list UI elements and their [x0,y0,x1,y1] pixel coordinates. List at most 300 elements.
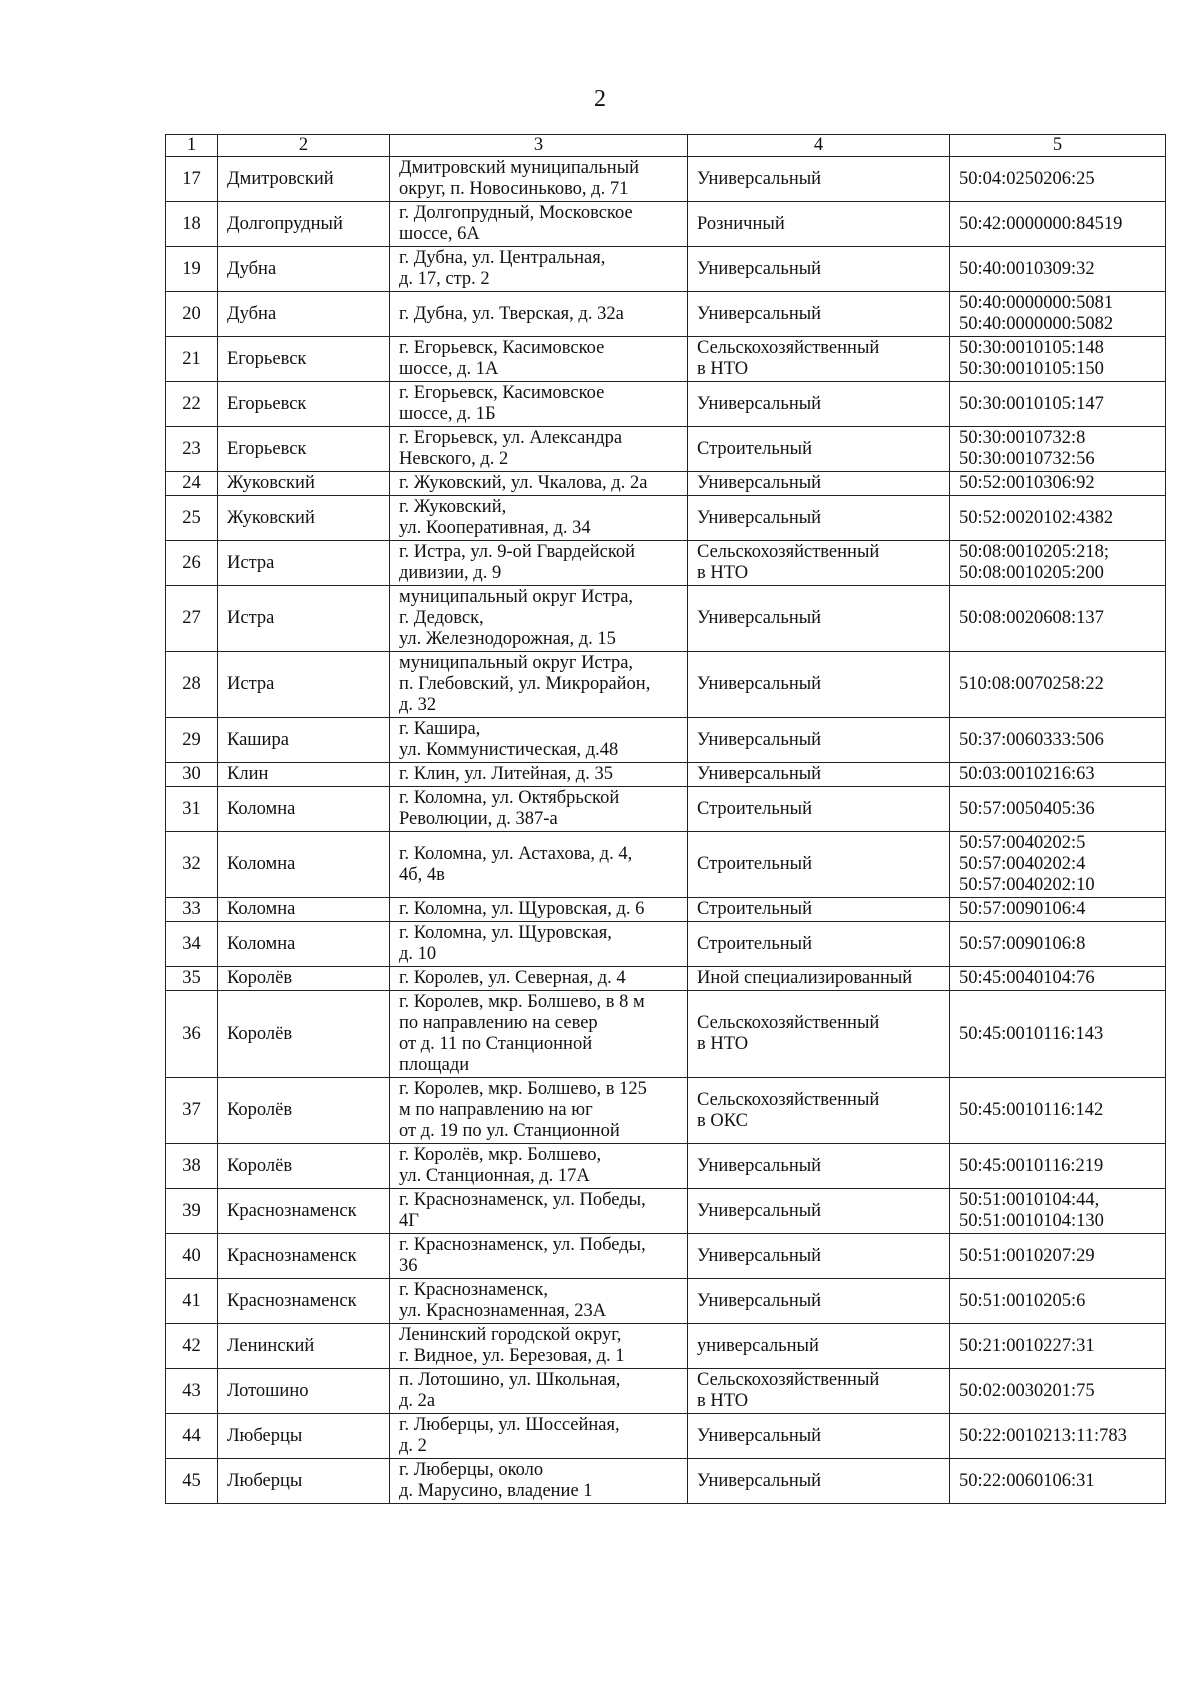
table-row [166,292,1166,337]
cadastral-number-line: 50:45:0010116:143 [959,1023,1104,1044]
address-line: г. Коломна, ул. Астахова, д. 4, [399,843,633,864]
market-type-cell [688,1078,950,1144]
address-cell [390,991,688,1078]
address-line: г. Краснознаменск, ул. Победы, [399,1235,646,1255]
row-number-cell: 38 [166,1144,218,1189]
row-number-cell: 26 [166,541,218,586]
municipality-cell: Краснознаменск [218,1189,390,1234]
cadastral-number-line: 50:42:0000000:84519 [959,213,1123,234]
address-line: г. Егорьевск, Касимовское [399,383,605,403]
table-row [166,1279,1166,1324]
market-type-cell [688,832,950,898]
address-line: д. 10 [399,944,437,964]
municipality-cell: Коломна [218,898,390,922]
cadastral-number-cell [950,292,1166,337]
address-cell [390,337,688,382]
market-type-line: Универсальный [697,1290,822,1311]
market-type-cell [688,1369,950,1414]
cadastral-number-cell [950,1144,1166,1189]
market-type-line: Универсальный [697,303,822,324]
address-cell [390,472,688,496]
market-type-cell [688,787,950,832]
address-cell [390,967,688,991]
table-row [166,1234,1166,1279]
cadastral-number-cell [950,1459,1166,1504]
municipality-cell: Дубна [218,247,390,292]
municipality-cell: Истра [218,652,390,718]
address-line: г. Жуковский, [399,497,507,517]
table-row [166,1459,1166,1504]
address-line: г. Дубна, ул. Тверская, д. 32а [399,303,624,324]
cadastral-number-cell [950,541,1166,586]
row-number-cell: 30 [166,763,218,787]
address-line: ул. Железнодорожная, д. 15 [399,629,616,649]
table-row [166,247,1166,292]
table-row [166,541,1166,586]
market-type-cell [688,898,950,922]
cadastral-number-cell [950,202,1166,247]
cadastral-number-line: 50:08:0010205:200 [959,563,1104,583]
market-type-line: Строительный [697,854,813,874]
address-cell [390,1369,688,1414]
markets-table [165,134,1166,1504]
table-row [166,1369,1166,1414]
market-type-cell [688,427,950,472]
market-type-cell [688,541,950,586]
table-row [166,202,1166,247]
cadastral-number-line: 50:51:0010104:44, [959,1190,1100,1210]
market-type-cell [688,202,950,247]
cadastral-number-cell [950,787,1166,832]
market-type-cell [688,472,950,496]
market-type-cell [688,1234,950,1279]
address-line: округ, п. Новосиньково, д. 71 [399,179,629,199]
address-cell [390,1144,688,1189]
market-type-line: Строительный [697,899,813,919]
address-line: п. Глебовский, ул. Микрорайон, [399,674,651,694]
address-cell [390,1324,688,1369]
table-row [166,1189,1166,1234]
market-type-line: Универсальный [697,674,822,694]
market-type-line: Универсальный [697,1470,822,1491]
address-line: от д. 11 по Станционной [399,1034,593,1054]
market-type-cell [688,652,950,718]
cadastral-number-line: 50:40:0000000:5081 [959,293,1114,313]
address-line: 4б, 4в [399,864,445,885]
address-cell [390,202,688,247]
cadastral-number-cell [950,1189,1166,1234]
cadastral-number-cell [950,1369,1166,1414]
municipality-cell: Егорьевск [218,382,390,427]
market-type-line: Универсальный [697,1200,822,1221]
row-number-cell: 28 [166,652,218,718]
row-number-cell: 19 [166,247,218,292]
row-number-cell: 20 [166,292,218,337]
row-number-cell: 25 [166,496,218,541]
market-type-line: Универсальный [697,1155,822,1176]
address-line: дивизии, д. 9 [399,563,502,583]
market-type-cell [688,292,950,337]
municipality-cell: Клин [218,763,390,787]
address-line: по направлению на север [399,1013,598,1033]
address-cell [390,718,688,763]
cadastral-number-cell [950,1279,1166,1324]
table-row [166,586,1166,652]
municipality-cell: Ленинский [218,1324,390,1369]
cadastral-number-line: 50:30:0010105:148 [959,338,1104,358]
address-line: д. 2а [399,1391,436,1411]
address-cell [390,427,688,472]
market-type-line: Универсальный [697,258,822,279]
address-line: г. Жуковский, ул. Чкалова, д. 2а [399,473,648,493]
table-row [166,898,1166,922]
cadastral-number-line: 50:30:0010105:147 [959,393,1104,414]
municipality-cell: Коломна [218,787,390,832]
table-row [166,472,1166,496]
address-line: Дмитровский муниципальный [399,158,640,178]
address-line: г. Королев, мкр. Болшево, в 8 м [399,992,645,1012]
table-row [166,1414,1166,1459]
market-type-line: в НТО [697,1034,749,1054]
market-type-cell [688,1189,950,1234]
municipality-cell: Краснознаменск [218,1279,390,1324]
cadastral-number-line: 50:51:0010207:29 [959,1245,1095,1266]
address-line: г. Королёв, мкр. Болшево, [399,1145,602,1165]
address-cell [390,541,688,586]
market-type-cell [688,1459,950,1504]
table-row [166,157,1166,202]
cadastral-number-line: 50:57:0040202:4 [959,854,1086,874]
cadastral-number-cell [950,898,1166,922]
address-cell [390,1234,688,1279]
address-line: муниципальный округ Истра, [399,653,634,673]
market-type-line: Универсальный [697,393,822,414]
market-type-line: Сельскохозяйственный [697,1013,880,1033]
market-type-cell [688,922,950,967]
cadastral-number-line: 50:40:0000000:5082 [959,314,1114,334]
cadastral-number-cell [950,427,1166,472]
market-type-line: Универсальный [697,1425,822,1446]
row-number-cell: 35 [166,967,218,991]
row-number-cell: 17 [166,157,218,202]
cadastral-number-cell [950,586,1166,652]
market-type-line: Универсальный [697,764,822,784]
market-type-cell [688,718,950,763]
market-type-cell [688,991,950,1078]
address-line: г. Видное, ул. Березовая, д. 1 [399,1346,625,1366]
row-number-cell: 39 [166,1189,218,1234]
market-type-cell [688,382,950,427]
address-line: шоссе, д. 1А [399,359,499,379]
cadastral-number-cell [950,1324,1166,1369]
address-line: г. Королев, мкр. Болшево, в 125 [399,1079,647,1099]
cadastral-number-cell [950,763,1166,787]
market-type-line: Розничный [697,213,785,234]
market-type-line: Сельскохозяйственный [697,1089,880,1110]
cadastral-number-line: 50:40:0010309:32 [959,258,1095,279]
column-header: 1 [166,135,218,157]
cadastral-number-line: 50:52:0020102:4382 [959,507,1114,528]
cadastral-number-line: 510:08:0070258:22 [959,674,1104,694]
address-line: г. Клин, ул. Литейная, д. 35 [399,764,613,784]
table-row [166,337,1166,382]
municipality-cell: Люберцы [218,1459,390,1504]
row-number-cell: 44 [166,1414,218,1459]
municipality-cell: Кашира [218,718,390,763]
address-line: Революции, д. 387-а [399,809,558,829]
cadastral-number-cell [950,496,1166,541]
municipality-cell: Лотошино [218,1369,390,1414]
row-number-cell: 37 [166,1078,218,1144]
market-type-cell [688,1144,950,1189]
cadastral-number-cell [950,652,1166,718]
municipality-cell: Егорьевск [218,337,390,382]
municipality-cell: Коломна [218,922,390,967]
cadastral-number-cell [950,718,1166,763]
municipality-cell: Королёв [218,1078,390,1144]
table-row [166,1144,1166,1189]
cadastral-number-cell [950,1414,1166,1459]
market-type-line: Строительный [697,438,813,459]
address-line: п. Лотошино, ул. Школьная, [399,1370,621,1390]
table-body [166,157,1166,1504]
address-cell [390,247,688,292]
cadastral-number-line: 50:30:0010732:8 [959,428,1086,448]
table-row [166,991,1166,1078]
address-line: г. Коломна, ул. Щуровская, д. 6 [399,899,645,919]
cadastral-number-line: 50:57:0090106:8 [959,933,1086,954]
address-cell [390,496,688,541]
market-type-line: Строительный [697,798,813,819]
address-line: 4Г [399,1211,419,1231]
address-line: ул. Станционная, д. 17А [399,1166,590,1186]
row-number-cell: 22 [166,382,218,427]
address-line: Невского, д. 2 [399,449,509,469]
address-line: д. Марусино, владение 1 [399,1481,593,1501]
row-number-cell: 40 [166,1234,218,1279]
market-type-line: в НТО [697,563,749,583]
address-line: г. Краснознаменск, ул. Победы, [399,1190,646,1210]
address-cell [390,382,688,427]
table-row [166,718,1166,763]
market-type-line: Универсальный [697,1245,822,1266]
row-number-cell: 45 [166,1459,218,1504]
row-number-cell: 33 [166,898,218,922]
address-line: г. Дубна, ул. Центральная, [399,248,606,268]
address-line: г. Люберцы, около [399,1460,544,1480]
cadastral-number-line: 50:45:0040104:76 [959,968,1095,988]
row-number-cell: 42 [166,1324,218,1369]
address-cell [390,898,688,922]
address-cell [390,787,688,832]
address-cell [390,652,688,718]
market-type-cell [688,247,950,292]
row-number-cell: 18 [166,202,218,247]
address-line: д. 17, стр. 2 [399,269,490,289]
cadastral-number-line: 50:57:0050405:36 [959,798,1095,819]
row-number-cell: 41 [166,1279,218,1324]
address-line: д. 2 [399,1436,427,1456]
address-line: шоссе, 6А [399,224,480,244]
address-line: г. Люберцы, ул. Шоссейная, [399,1415,620,1435]
table-row [166,1078,1166,1144]
cadastral-number-cell [950,1078,1166,1144]
cadastral-number-line: 50:45:0010116:142 [959,1100,1104,1120]
table-row [166,967,1166,991]
cadastral-number-line: 50:52:0010306:92 [959,473,1095,493]
table-row [166,787,1166,832]
municipality-cell: Люберцы [218,1414,390,1459]
address-line: шоссе, д. 1Б [399,404,496,424]
cadastral-number-cell [950,472,1166,496]
market-type-line: Универсальный [697,608,822,628]
cadastral-number-line: 50:37:0060333:506 [959,729,1104,750]
table-row [166,922,1166,967]
address-line: ул. Краснознаменная, 23А [399,1301,607,1321]
column-header: 4 [688,135,950,157]
municipality-cell: Долгопрудный [218,202,390,247]
address-line: Ленинский городской округ, [399,1325,622,1345]
market-type-cell [688,337,950,382]
table-row [166,496,1166,541]
table-row [166,652,1166,718]
row-number-cell: 21 [166,337,218,382]
municipality-cell: Истра [218,541,390,586]
market-type-cell [688,1279,950,1324]
address-line: г. Дедовск, [399,608,484,628]
row-number-cell: 24 [166,472,218,496]
address-line: г. Долгопрудный, Московское [399,203,633,223]
cadastral-number-line: 50:21:0010227:31 [959,1335,1095,1356]
address-cell [390,157,688,202]
address-line: ул. Кооперативная, д. 34 [399,518,591,538]
municipality-cell: Дубна [218,292,390,337]
page-number: 2 [594,86,606,112]
cadastral-number-cell [950,337,1166,382]
municipality-cell: Коломна [218,832,390,898]
market-type-line: Сельскохозяйственный [697,338,880,358]
address-cell [390,1279,688,1324]
row-number-cell: 31 [166,787,218,832]
municipality-cell: Жуковский [218,472,390,496]
row-number-cell: 34 [166,922,218,967]
address-cell [390,586,688,652]
municipality-cell: Краснознаменск [218,1234,390,1279]
row-number-cell: 36 [166,991,218,1078]
cadastral-number-line: 50:03:0010216:63 [959,764,1095,784]
cadastral-number-line: 50:30:0010105:150 [959,359,1104,379]
table-row [166,382,1166,427]
market-type-line: Строительный [697,933,813,954]
market-type-cell [688,586,950,652]
address-line: г. Краснознаменск, [399,1280,548,1300]
cadastral-number-cell [950,247,1166,292]
market-type-cell [688,763,950,787]
cadastral-number-line: 50:57:0040202:5 [959,833,1086,853]
cadastral-number-line: 50:04:0250206:25 [959,168,1095,189]
cadastral-number-cell [950,967,1166,991]
market-type-cell [688,157,950,202]
row-number-cell: 43 [166,1369,218,1414]
address-cell [390,1459,688,1504]
municipality-cell: Истра [218,586,390,652]
municipality-cell: Егорьевск [218,427,390,472]
municipality-cell: Дмитровский [218,157,390,202]
address-line: г. Истра, ул. 9-ой Гвардейской [399,542,636,562]
cadastral-number-cell [950,832,1166,898]
table-row [166,1324,1166,1369]
market-type-line: в НТО [697,359,749,379]
row-number-cell: 32 [166,832,218,898]
market-type-line: универсальный [697,1335,819,1356]
cadastral-number-line: 50:08:0010205:218; [959,542,1110,562]
market-type-cell [688,496,950,541]
market-type-line: в НТО [697,1391,749,1411]
address-line: 36 [399,1256,418,1276]
market-type-line: Универсальный [697,168,822,189]
address-line: г. Коломна, ул. Щуровская, [399,923,612,943]
municipality-cell: Королёв [218,1144,390,1189]
column-header: 5 [950,135,1166,157]
address-line: от д. 19 по ул. Станционной [399,1121,620,1141]
table-row [166,427,1166,472]
market-type-cell [688,967,950,991]
cadastral-number-line: 50:45:0010116:219 [959,1155,1104,1176]
cadastral-number-line: 50:22:0010213:11:783 [959,1425,1127,1446]
cadastral-number-line: 50:57:0090106:4 [959,899,1086,919]
market-type-line: Универсальный [697,473,822,493]
address-cell [390,1078,688,1144]
cadastral-number-line: 50:57:0040202:10 [959,875,1095,895]
address-line: ул. Коммунистическая, д.48 [399,740,619,760]
row-number-cell: 23 [166,427,218,472]
cadastral-number-line: 50:22:0060106:31 [959,1470,1095,1491]
address-line: г. Королев, ул. Северная, д. 4 [399,968,626,988]
cadastral-number-line: 50:51:0010205:6 [959,1290,1086,1311]
address-line: д. 32 [399,695,437,715]
market-type-line: Сельскохозяйственный [697,542,880,562]
table-row [166,763,1166,787]
address-cell [390,1189,688,1234]
cadastral-number-cell [950,382,1166,427]
address-line: г. Коломна, ул. Октябрьской [399,788,620,808]
address-cell [390,922,688,967]
address-cell [390,832,688,898]
municipality-cell: Королёв [218,967,390,991]
municipality-cell: Королёв [218,991,390,1078]
row-number-cell: 29 [166,718,218,763]
table-row [166,832,1166,898]
address-line: площади [399,1055,470,1075]
cadastral-number-cell [950,157,1166,202]
market-type-line: Универсальный [697,507,822,528]
cadastral-number-line: 50:08:0020608:137 [959,608,1104,628]
cadastral-number-line: 50:30:0010732:56 [959,449,1095,469]
address-line: муниципальный округ Истра, [399,587,634,607]
row-number-cell: 27 [166,586,218,652]
market-type-cell [688,1324,950,1369]
cadastral-number-line: 50:51:0010104:130 [959,1211,1104,1231]
market-type-line: в ОКС [697,1110,748,1131]
address-cell [390,1414,688,1459]
market-type-line: Универсальный [697,729,822,750]
municipality-cell: Жуковский [218,496,390,541]
address-line: г. Егорьевск, Касимовское [399,338,605,358]
cadastral-number-cell [950,922,1166,967]
market-type-line: Иной специализированный [697,968,913,988]
address-line: г. Егорьевск, ул. Александра [399,428,623,448]
column-header: 2 [218,135,390,157]
